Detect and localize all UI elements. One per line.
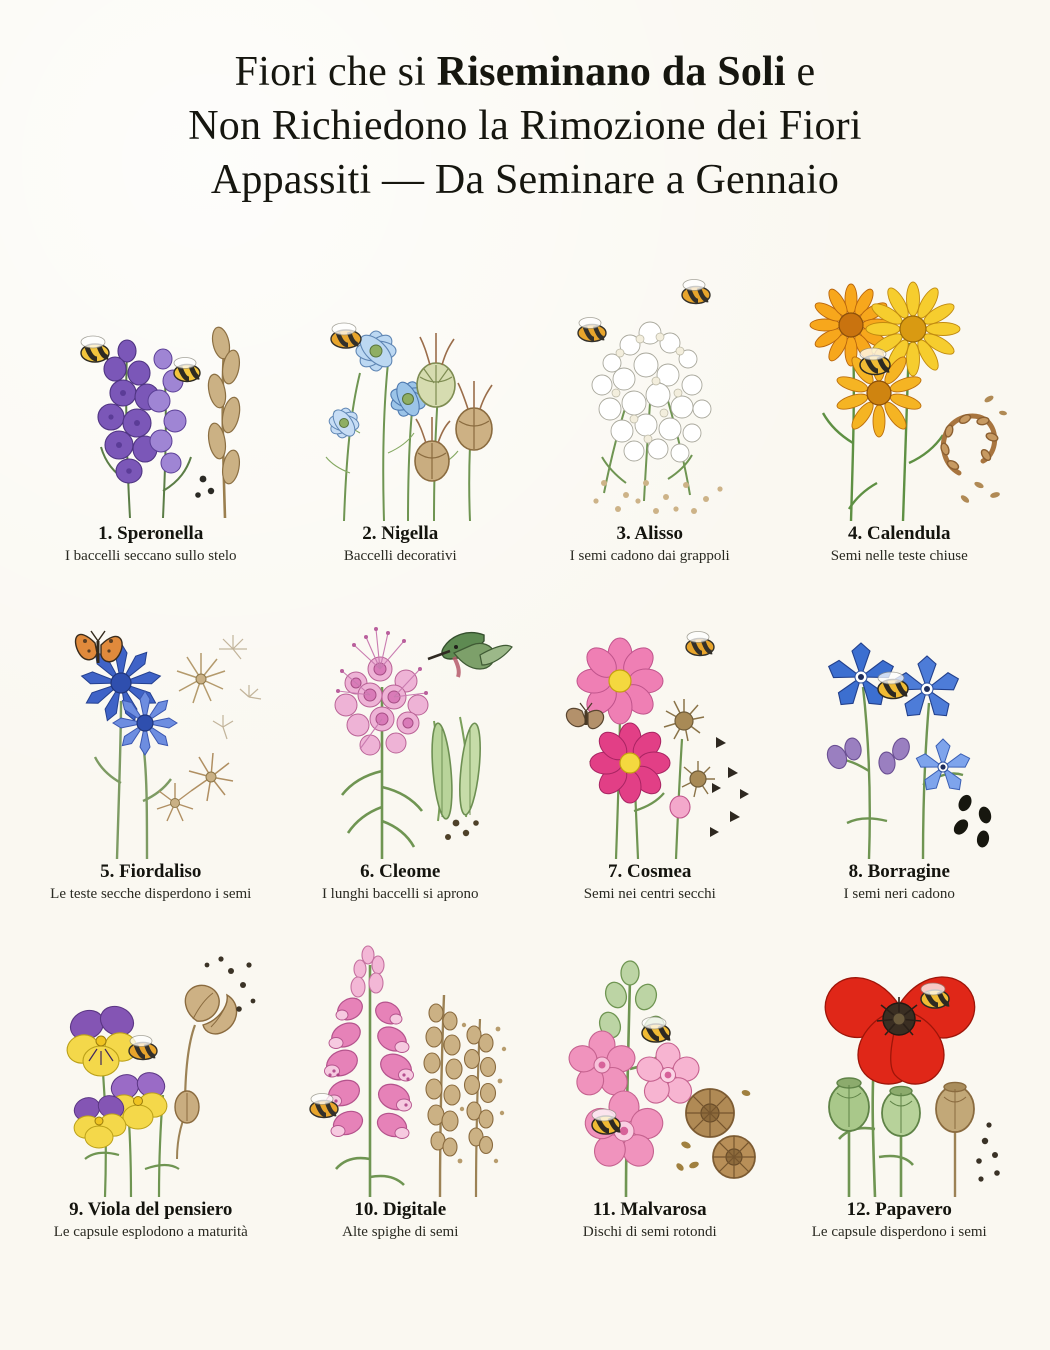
title-line-1-emphasis: Riseminano da Soli: [436, 49, 786, 95]
poppy-flower: [825, 977, 974, 1084]
cleome-seed-pods: [429, 717, 484, 840]
title-line-1-pre: Fiori che si: [234, 49, 437, 95]
caption-calendula: [831, 523, 968, 565]
hollyhock-seed-disc: [713, 1136, 755, 1178]
borage-illustration: [783, 571, 1015, 859]
cosmos-flower: [577, 638, 663, 724]
honeybee-icon: [682, 280, 710, 304]
bumblebee-icon: [878, 672, 908, 699]
pansy-flower: [70, 1091, 128, 1147]
bumblebee-icon: [81, 336, 109, 362]
grid-cell-alisso: [529, 233, 771, 565]
cosmos-seed-head: [682, 761, 715, 797]
cornflower-illustration: [35, 571, 267, 859]
bumblebee-icon: [174, 358, 200, 382]
poppy-seed-pod-dry: [936, 1082, 974, 1197]
item-title: 7. Cosmea: [608, 861, 692, 883]
pansy-illustration: [35, 909, 267, 1197]
hollyhock-seed-disc: [686, 1089, 734, 1137]
nigella-flower: [355, 330, 397, 372]
caption-viola: [54, 1199, 248, 1241]
grid-cell-viola: [30, 909, 272, 1241]
foxglove-seed-spike: [424, 995, 506, 1197]
caption-alisso: [570, 523, 730, 565]
grid-cell-fiordaliso: [30, 571, 272, 903]
item-title: 4. Calendula: [848, 523, 951, 545]
item-note: I lunghi baccelli si aprono: [321, 885, 479, 902]
item-title: 6. Cleome: [360, 861, 441, 883]
grid-cell-nigella: [280, 233, 522, 565]
caption-malvarosa: [583, 1199, 717, 1241]
grid-cell-papavero: [779, 909, 1021, 1241]
nigella-flower: [327, 406, 361, 440]
hollyhock-illustration: [534, 909, 766, 1197]
item-note: Semi nei centri secchi: [583, 885, 716, 902]
item-note: Le teste secche disperdono i semi: [50, 885, 252, 902]
item-note: Semi nelle teste chiuse: [830, 548, 968, 565]
hummingbird-icon: [428, 633, 512, 677]
foxglove-buds: [351, 946, 384, 997]
falling-seeds: [593, 480, 722, 514]
pansy-seed-pod: [175, 1091, 199, 1159]
cornflower-flower: [113, 691, 177, 755]
item-title: 2. Nigella: [362, 523, 439, 545]
item-title: 8. Borragine: [848, 861, 950, 883]
grid-cell-digitale: [280, 909, 522, 1241]
item-note: Dischi di semi rotondi: [582, 1223, 717, 1240]
pansy-flower: [64, 1001, 140, 1076]
calendula-seed-head: [940, 413, 999, 473]
seeds: [976, 1122, 1000, 1181]
item-note: I semi cadono dai grappoli: [569, 548, 730, 565]
dry-seed-head: [189, 753, 233, 801]
item-title: 12. Papavero: [846, 1198, 952, 1220]
bumblebee-icon: [860, 348, 890, 375]
seeds: [195, 476, 214, 498]
grid-cell-cleome: [280, 571, 522, 903]
item-note: I semi neri cadono: [843, 885, 955, 902]
cleome-illustration: [284, 571, 516, 859]
item-title: 1. Speronella: [98, 523, 204, 545]
caption-papavero: [812, 1199, 987, 1241]
title-line-3: Appassiti — Da Seminare a Gennaio: [210, 156, 840, 203]
honeybee-icon: [686, 632, 714, 656]
grid-cell-speronella: [30, 233, 272, 565]
grid-cell-malvarosa: [529, 909, 771, 1241]
borage-flower: [914, 739, 972, 794]
cosmos-illustration: [534, 571, 766, 859]
honeybee-icon: [129, 1035, 157, 1059]
nigella-seed-pod: [456, 381, 492, 450]
dry-seed-head: [177, 653, 225, 703]
nigella-seed-pod: [415, 417, 450, 481]
grid-cell-calendula: [779, 233, 1021, 565]
cosmos-flower: [590, 723, 670, 803]
flower-grid: [30, 233, 1020, 1241]
item-title: 5. Fiordaliso: [100, 861, 202, 883]
caption-digitale: [342, 1199, 458, 1241]
bumblebee-icon: [642, 1017, 670, 1042]
caption-cosmea: [584, 861, 716, 903]
title-line-1-post: e: [785, 49, 816, 95]
foxglove-illustration: [284, 909, 516, 1197]
butterfly-icon: [75, 631, 122, 663]
grid-cell-borragine: [779, 571, 1021, 903]
title-line-2: Non Richiedono la Rimozione dei Fiori: [188, 102, 862, 149]
poppy-illustration: [783, 909, 1015, 1197]
caption-cleome: [322, 861, 479, 903]
cosmos-seed-head: [664, 699, 704, 741]
honeybee-icon: [331, 323, 361, 348]
black-seeds: [951, 793, 993, 849]
page-title: [75, 46, 975, 207]
honeybee-icon: [578, 318, 606, 342]
item-title: 10. Digitale: [354, 1198, 447, 1220]
item-title: 3. Alisso: [616, 523, 684, 545]
poppy-seed-pod: [882, 1086, 920, 1197]
item-title: 11. Malvarosa: [592, 1198, 707, 1220]
item-note: Alte spighe di semi: [342, 1223, 459, 1240]
item-title: 9. Viola del pensiero: [69, 1198, 233, 1220]
larkspur-illustration: [35, 233, 267, 521]
grid-cell-cosmea: [529, 571, 771, 903]
caption-borragine: [844, 861, 955, 903]
nigella-illustration: [284, 233, 516, 521]
seeds: [710, 737, 749, 837]
caption-nigella: [344, 523, 457, 565]
alyssum-illustration: [534, 233, 766, 521]
exploding-seed-capsule: [185, 956, 255, 1109]
cosmos-bud: [670, 796, 690, 818]
item-note: I baccelli seccano sullo stelo: [64, 548, 237, 565]
item-note: Le capsule disperdono i semi: [811, 1223, 987, 1240]
caption-fiordaliso: [50, 861, 251, 903]
poppy-seed-pod: [829, 1078, 869, 1197]
caption-speronella: [65, 523, 237, 565]
nigella-seed-pod: [417, 333, 455, 407]
item-note: Baccelli decorativi: [343, 548, 457, 565]
item-note: Le capsule esplodono a maturità: [53, 1223, 248, 1240]
calendula-illustration: [783, 233, 1015, 521]
